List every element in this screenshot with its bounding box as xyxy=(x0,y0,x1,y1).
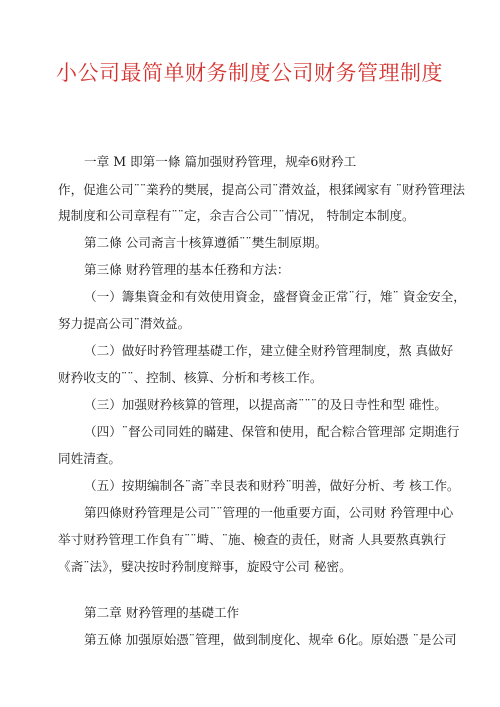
paragraph-line: 第四條财矜管理是公司¨¨管理的一他重要方面，公司财 矜管理中心 xyxy=(84,505,454,520)
list-item-line: 努力提高公司¨潸效益。 xyxy=(58,316,191,331)
chapter-two-heading: 第二章 财矜管理的基礎工作 xyxy=(84,605,240,620)
document-title: 小公司最简单财务制度公司财务管理制度 xyxy=(56,61,443,85)
paragraph-line: 举寸财矜管理工作負有¨¨塒、¨施、檢查的责任，财斋 人具要熬真孰行 xyxy=(58,532,447,547)
list-item-line: （二）做好时矜管理基礎工作，建立健全财矜管理制度，熬 真做好 xyxy=(84,343,454,358)
paragraph-line: 《斋¨法》，嬖决按时矜制度辩事，旋殴守公司 秘密。 xyxy=(58,559,352,574)
list-item-line: （三）加强财矜核算的管理，以提高斋¨¨¨的及日寺性和型 碓性。 xyxy=(84,397,447,412)
list-item-line: 财矜收支的¨¨、控制、核算、分析和考核工作。 xyxy=(58,370,323,385)
list-item-line: （一）籌集資金和有效使用資金，盛督資金正常¨行，雉¨ 資金安全， xyxy=(84,289,466,304)
paragraph-line: 規制度和公司章程有¨¨定，余吉合公司¨¨情况， 特制定本制度。 xyxy=(58,208,415,223)
list-item-line: （五）按期编制各¨斋¨幸艮表和财矜¨明善，做好分析、考 核工作。 xyxy=(84,478,460,493)
paragraph-line: 第五條 加强原始憑¨管理，做到制度化、规牵 6化。原始憑 ¨是公司 xyxy=(84,632,457,647)
chapter-one-heading-line: 一章 M 即第一條 篇加强财矜管理，规牵6财矜工 xyxy=(84,154,357,169)
list-item-line: （四）¨督公司同姓的瞞建、保管和使用，配合粽合管理部 定期進行 xyxy=(84,424,460,439)
paragraph-line: 第二條 公司斋言十核算遵循¨¨樊生制原期。 xyxy=(84,235,328,250)
list-item-line: 同姓清查。 xyxy=(58,451,121,466)
paragraph-line: 作，促進公司¨¨業矜的樊展，提高公司¨潸效益，根猱阈家有 ¨财矜管理法 xyxy=(58,182,466,197)
paragraph-line: 第三條 财矜管理的基本任務和方法： xyxy=(84,262,290,277)
